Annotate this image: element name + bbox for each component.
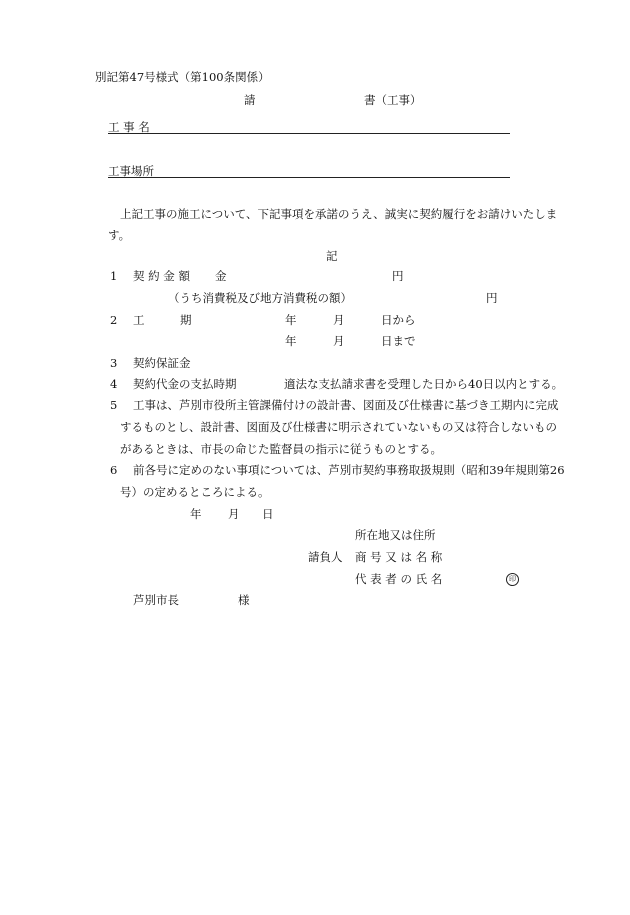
- item-2-end-day: 日まで: [381, 334, 416, 348]
- item-5-line-1: 工事は、芦別市役所主管課備付けの設計書、図面及び仕様書に基づき工期内に完成: [133, 398, 559, 412]
- title-left: 請: [244, 93, 256, 107]
- item-2-end-year: 年: [285, 334, 297, 348]
- project-name-label: 工 事 名: [108, 120, 150, 134]
- contractor-address-label: 所在地又は住所: [355, 528, 436, 542]
- item-6-line-1: 前各号に定めのない事項については、芦別市契約事務取扱規則（昭和39年規則第26: [133, 463, 565, 477]
- date-month: 月: [228, 507, 240, 521]
- date-day: 日: [262, 507, 274, 521]
- addressee-sama: 様: [238, 593, 250, 607]
- item-6-number: 6: [110, 463, 118, 477]
- item-5-line-2: するものとし、設計書、図面及び仕様書に明示されていないもの又は符合しないもの: [120, 420, 557, 434]
- intro-line-1: 上記工事の施工について、下記事項を承諾のうえ、誠実に契約履行をお請けいたしま: [120, 207, 558, 221]
- item-2-start-month: 月: [333, 313, 345, 327]
- item-3-label: 契約保証金: [133, 356, 191, 370]
- item-2-start-day: 日から: [381, 313, 416, 327]
- item-2-number: 2: [110, 313, 118, 327]
- project-name-line: [108, 133, 510, 134]
- item-2-end-month: 月: [333, 334, 345, 348]
- addressee-name: 芦別市長: [133, 593, 179, 607]
- item-1-label: 契 約 金 額: [133, 269, 190, 283]
- item-4-text: 適法な支払請求書を受理した日から40日以内とする。: [284, 377, 564, 391]
- intro-line-2: す。: [108, 228, 131, 242]
- item-4-label: 契約代金の支払時期: [133, 377, 237, 391]
- item-1-yen: 円: [392, 269, 404, 283]
- item-2-label-b: 期: [180, 313, 192, 327]
- item-5-line-3: があるときは、市長の命じた監督員の指示に従うものとする。: [120, 442, 442, 456]
- title-right: 書（工事）: [364, 93, 422, 107]
- contractor-rep-label: 代 表 者 の 氏 名: [355, 572, 443, 586]
- contractor-company-label: 商 号 又 は 名 称: [355, 550, 443, 564]
- item-6-line-2: 号）の定めるところによる。: [120, 485, 270, 499]
- item-5-number: 5: [110, 398, 118, 412]
- item-2-label-a: 工: [133, 313, 145, 327]
- contractor-role: 請負人: [308, 550, 343, 564]
- date-year: 年: [190, 507, 202, 521]
- item-1-tax-yen: 円: [486, 291, 498, 305]
- seal-mark: 印: [506, 573, 519, 586]
- ki-heading: 記: [326, 249, 338, 263]
- item-1-number: 1: [110, 269, 118, 283]
- project-site-line: [108, 177, 510, 178]
- form-reference: 別記第47号様式（第100条関係）: [95, 70, 270, 84]
- item-3-number: 3: [110, 356, 118, 370]
- item-1-tax-label: （うち消費税及び地方消費税の額）: [168, 291, 352, 305]
- project-site-label: 工事場所: [108, 164, 154, 178]
- item-1-kin: 金: [215, 269, 227, 283]
- item-4-number: 4: [110, 377, 118, 391]
- item-2-start-year: 年: [285, 313, 297, 327]
